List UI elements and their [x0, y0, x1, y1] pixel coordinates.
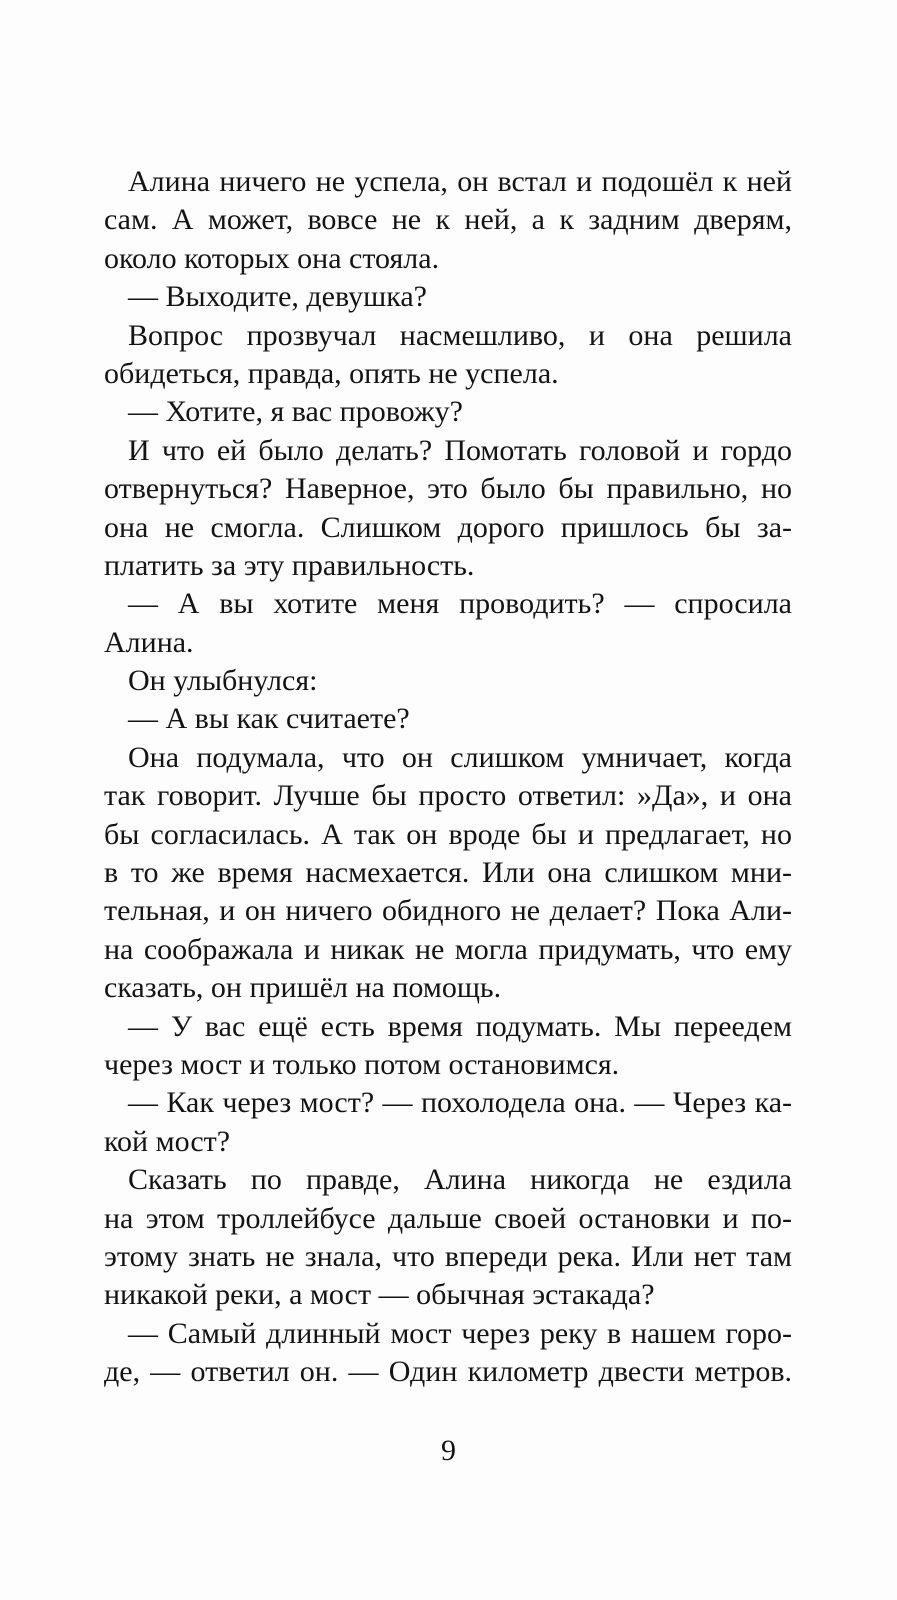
text-line: — А вы как считаете?	[128, 702, 410, 736]
text-line: в то же время насмехается. Или она слишком мни-	[104, 856, 792, 890]
text-line: сказать, он пришёл на помощь.	[104, 971, 502, 1005]
text-line: около которых она стояла.	[104, 241, 440, 275]
text-line: через мост и только потом остановимся.	[104, 1047, 620, 1081]
text-line: никакой реки, а мост — обычная эстакада?	[104, 1278, 655, 1312]
text-line: сам. А может, вовсе не к ней, а к задним дверям,	[104, 203, 792, 237]
text-line: кой мост?	[104, 1124, 231, 1158]
text-line: Вопрос прозвучал насмешливо, и она решила	[128, 318, 792, 352]
text-line: — Как через мост? — похолодела она. — Через ка-	[128, 1086, 792, 1120]
text-line: — Самый длинный мост через реку в нашем горо-	[128, 1316, 792, 1350]
text-line: обидеться, правда, опять не успела.	[104, 356, 559, 390]
body-text	[104, 163, 792, 1392]
text-line: Она подумала, что он слишком умничает, когда	[128, 740, 792, 774]
text-line: — Выходите, девушка?	[128, 280, 427, 314]
text-line: тельная, и он ничего обидного не делает? Пока Али-	[104, 894, 792, 928]
text-line: Алина.	[104, 625, 194, 659]
text-line: на этом троллейбусе дальше своей остановки и по-	[104, 1201, 792, 1235]
text-line: бы согласилась. А так он вроде бы и предлагает, но	[104, 817, 792, 851]
text-line: И что ей было делать? Помотать головой и гордо	[128, 433, 792, 467]
text-line: отвернуться? Наверное, это было бы правильно, но	[104, 472, 792, 506]
text-line: Сказать по правде, Алина никогда не ездила	[128, 1163, 792, 1197]
text-line: платить за эту правильность.	[104, 548, 475, 582]
text-line: Он улыбнулся:	[128, 664, 318, 698]
text-line: — У вас ещё есть время подумать. Мы переедем	[128, 1009, 792, 1043]
text-line: этому знать не знала, что впереди река. Или нет там	[104, 1239, 792, 1273]
text-line: де, — ответил он. — Один километр двести метров.	[104, 1355, 792, 1389]
text-line: Алина ничего не успела, он встал и подошёл к ней	[128, 165, 792, 198]
text-line: — А вы хотите меня проводить? — спросила	[128, 587, 792, 621]
text-line: на соображала и никак не могла придумать, что ему	[104, 932, 792, 966]
text-line: она не смогла. Слишком дорого пришлось бы за-	[104, 510, 792, 544]
text-line: так говорит. Лучше бы просто ответил: »Да», и она	[104, 779, 792, 813]
text-line: — Хотите, я вас провожу?	[128, 395, 463, 429]
page-number: 9	[441, 1434, 456, 1467]
